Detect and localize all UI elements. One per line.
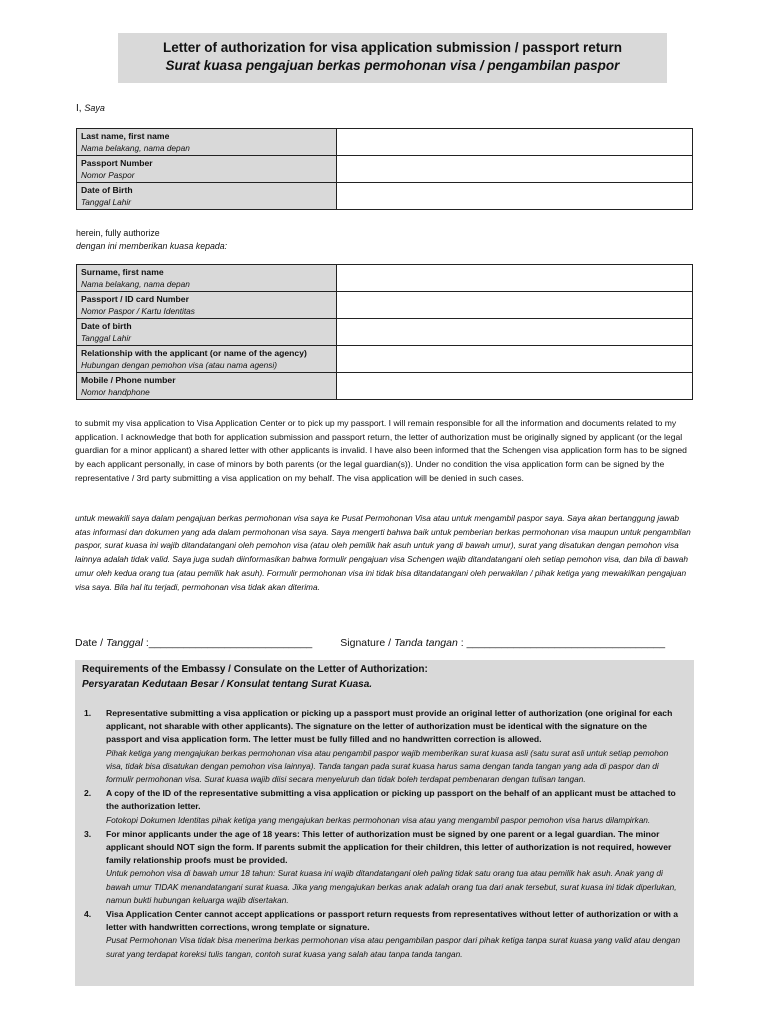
- table-row: [77, 346, 693, 373]
- representative-phone-field[interactable]: [337, 373, 693, 400]
- statement-english: to submit my visa application to Visa Application Center or to pick up my passport. I will remain responsible for all the information and documents related to my application. I acknowledge that both for application submission and passport return, the letter of authorization must be originally signed by applicant (or the legal guardian for a minor applicant) a shared letter with other applicants is invalid. I have also been informed that the Schengen visa application form has to be signed by each applicant personally, in case of minors by both parents (or the legal guardian(s)). Under no condition the visa application form can be signed by the representative / 3rd party submitting a visa application on my behalf. The visa application will be denied in such cases.: [75, 418, 687, 483]
- intro-line: [76, 103, 105, 114]
- label-en: Passport / ID card Number: [81, 294, 189, 304]
- date-label-id: Tanggal: [105, 637, 143, 649]
- applicant-dob-field[interactable]: [337, 183, 693, 210]
- representative-relationship-field[interactable]: [337, 346, 693, 373]
- table-row: [77, 319, 693, 346]
- intro-en: I,: [76, 103, 85, 114]
- label-en: Date of Birth: [81, 185, 133, 195]
- table-row: [77, 265, 693, 292]
- representative-dob-field[interactable]: [337, 319, 693, 346]
- item-text-id: Fotokopi Dokumen Identitas pihak ketiga yang mengajukan berkas permohonan visa atau yang mengambil paspor pemohon visa harus dilampirkan.: [106, 814, 651, 825]
- requirements-title-en: Requirements of the Embassy / Consulate on the Letter of Authorization:: [82, 664, 428, 675]
- representative-name-field[interactable]: [337, 265, 693, 292]
- label-en: Mobile / Phone number: [81, 375, 176, 385]
- applicant-name-field[interactable]: [337, 129, 693, 156]
- signature-label-id: Tanda tangan: [393, 637, 458, 649]
- signature-line: [75, 637, 695, 649]
- table-row: [77, 373, 693, 400]
- item-text-en: For minor applicants under the age of 18 years: This letter of authorization must be signed by one parent or a legal guardian. The minor applicant should NOT sign the form. If parents submit the application for their children, this letter of authorization is not required, however family relationship proofs must be provided.: [106, 828, 672, 866]
- requirements-box: [75, 660, 694, 986]
- label-en: Passport Number: [81, 158, 153, 168]
- list-item: [75, 828, 694, 907]
- date-field[interactable]: :____________________________: [142, 637, 313, 649]
- intro-id: Saya: [84, 103, 105, 113]
- label-en: Date of birth: [81, 321, 132, 331]
- label-id: Nomor Paspor: [81, 170, 135, 180]
- item-number: 2.: [84, 788, 92, 799]
- signature-field[interactable]: : __________________________________: [457, 637, 666, 649]
- item-text-id: Pihak ketiga yang mengajukan berkas permohonan visa atau pengambil paspor wajib memberikan surat kuasa asli (satu surat asli untuk setiap pemohon visa, tidak bisa disatukan dengan pemohon visa lainnya). Tanda tangan pada surat kuasa harus sama dengan tanda tangan yang ada di paspor dan di formulir permohonan visa. Surat kuasa wajib diisi secara menyeluruh dan tidak boleh terdapat pembenaran dengan tulisan tangan.: [106, 747, 669, 785]
- item-number: 4.: [84, 909, 92, 920]
- requirements-title-id: Persyaratan Kedutaan Besar / Konsulat tentang Surat Kuasa.: [82, 679, 373, 690]
- representative-table: [76, 264, 693, 400]
- field-label: [77, 156, 337, 183]
- date-label-en: Date /: [75, 637, 106, 649]
- authorize-en: herein, fully authorize: [76, 228, 160, 238]
- label-en: Last name, first name: [81, 131, 170, 141]
- signature-label-en: Signature /: [340, 637, 394, 649]
- list-item: [75, 787, 694, 827]
- field-label: [77, 129, 337, 156]
- list-item: [75, 908, 694, 961]
- item-text-en: Visa Application Center cannot accept applications or passport return requests from representatives without letter of authorization or with a letter with handwritten corrections, wrong template or signature.: [106, 909, 679, 933]
- label-id: Nama belakang, nama depan: [81, 143, 190, 153]
- label-id: Nomor Paspor / Kartu Identitas: [81, 306, 195, 316]
- authorize-text: [76, 227, 227, 253]
- item-text-id: Untuk pemohon visa di bawah umur 18 tahun: Surat kuasa ini wajib ditandatangani oleh paling tidak satu orang tua atau pemilik hak asuh. Anak yang di bawah umur TIDAK menandatangani surat kuasa. Jika yang mengajukan berkas anak adalah orang tua dari anak tersebut, surat kuasa ini tidak diperlukan, namun bukti hubungan keluarga wajib disertakan.: [106, 868, 677, 905]
- list-item: [75, 707, 694, 786]
- label-id: Nomor handphone: [81, 387, 150, 397]
- table-row: [77, 292, 693, 319]
- item-number: 1.: [84, 708, 92, 718]
- representative-id-field[interactable]: [337, 292, 693, 319]
- label-id: Tanggal Lahir: [81, 333, 131, 343]
- field-label: [77, 346, 337, 373]
- title-english: Letter of authorization for visa application submission / passport return: [162, 40, 623, 55]
- item-text-id: Pusat Permohonan Visa tidak bisa menerima berkas permohonan visa atau pengambilan paspor dari pihak ketiga tanpa surat kuasa yang valid atau dengan surat yang terdapat koreksi tulis tangan, contoh surat kuasa yang salah atau tanpa tanda tangan.: [106, 935, 681, 959]
- item-number: 3.: [84, 828, 92, 839]
- authorize-id: dengan ini memberikan kuasa kepada:: [76, 241, 228, 251]
- table-row: [77, 156, 693, 183]
- table-row: [77, 183, 693, 210]
- item-text-en: A copy of the ID of the representative submitting a visa application or picking up passport on the behalf of an applicant must be attached to the authorization letter.: [106, 788, 676, 812]
- statement-indonesian: untuk mewakili saya dalam pengajuan berkas permohonan visa saya ke Pusat Permohonan Visa atau untuk mengambil paspor saya. Saya akan bertanggung jawab atas informasi dan dokumen yang ada dalam permohonan visa saya. Saya mengerti bahwa baik untuk pemberian berkas permohonan visa maupun untuk pengambilan paspor, surat kuasa ini wajib ditandatangani oleh pemohon visa (atau oleh pemilik hak asuh untuk yang di bawah umur), surat yang disatukan dengan pemohon visa lainnya adalah tidak valid. Saya juga sudah diinformasikan bahwa formulir pengajuan visa Schengen wajib ditandatangani oleh setiap pemohon visa, dan bila di bawah umur oleh kedua orang tua (atau pemilik hak asuh). Formulir permohonan visa ini tidak bisa ditandatangani oleh perwakilan / pihak ketiga yang mewakilkan pengajuan visa saya. Bila hal itu terjadi, permohonan visa tidak akan diterima.: [75, 513, 691, 592]
- label-id: Tanggal Lahir: [81, 197, 131, 207]
- label-en: Surname, first name: [81, 267, 164, 277]
- applicant-passport-field[interactable]: [337, 156, 693, 183]
- table-row: [77, 129, 693, 156]
- field-label: [77, 319, 337, 346]
- applicant-table: [76, 128, 693, 210]
- requirements-list: [75, 707, 694, 962]
- label-id: Hubungan dengan pemohon visa (atau nama agensi): [81, 360, 278, 370]
- document-title-box: [118, 33, 667, 83]
- label-en: Relationship with the applicant (or name of the agency): [81, 348, 307, 358]
- field-label: [77, 183, 337, 210]
- field-label: [77, 265, 337, 292]
- title-indonesian: Surat kuasa pengajuan berkas permohonan visa / pengambilan paspor: [165, 58, 620, 73]
- item-text-en: Representative submitting a visa application or picking up a passport must provide an original letter of authorization (one original for each applicant, not sharable with other applicants). The signature on the letter of authorization must be identical with the signature on the passport and visa application form. The letter must be fully filled and no handwritten correction is allowed.: [106, 708, 673, 745]
- field-label: [77, 373, 337, 400]
- label-id: Nama belakang, nama depan: [81, 279, 190, 289]
- field-label: [77, 292, 337, 319]
